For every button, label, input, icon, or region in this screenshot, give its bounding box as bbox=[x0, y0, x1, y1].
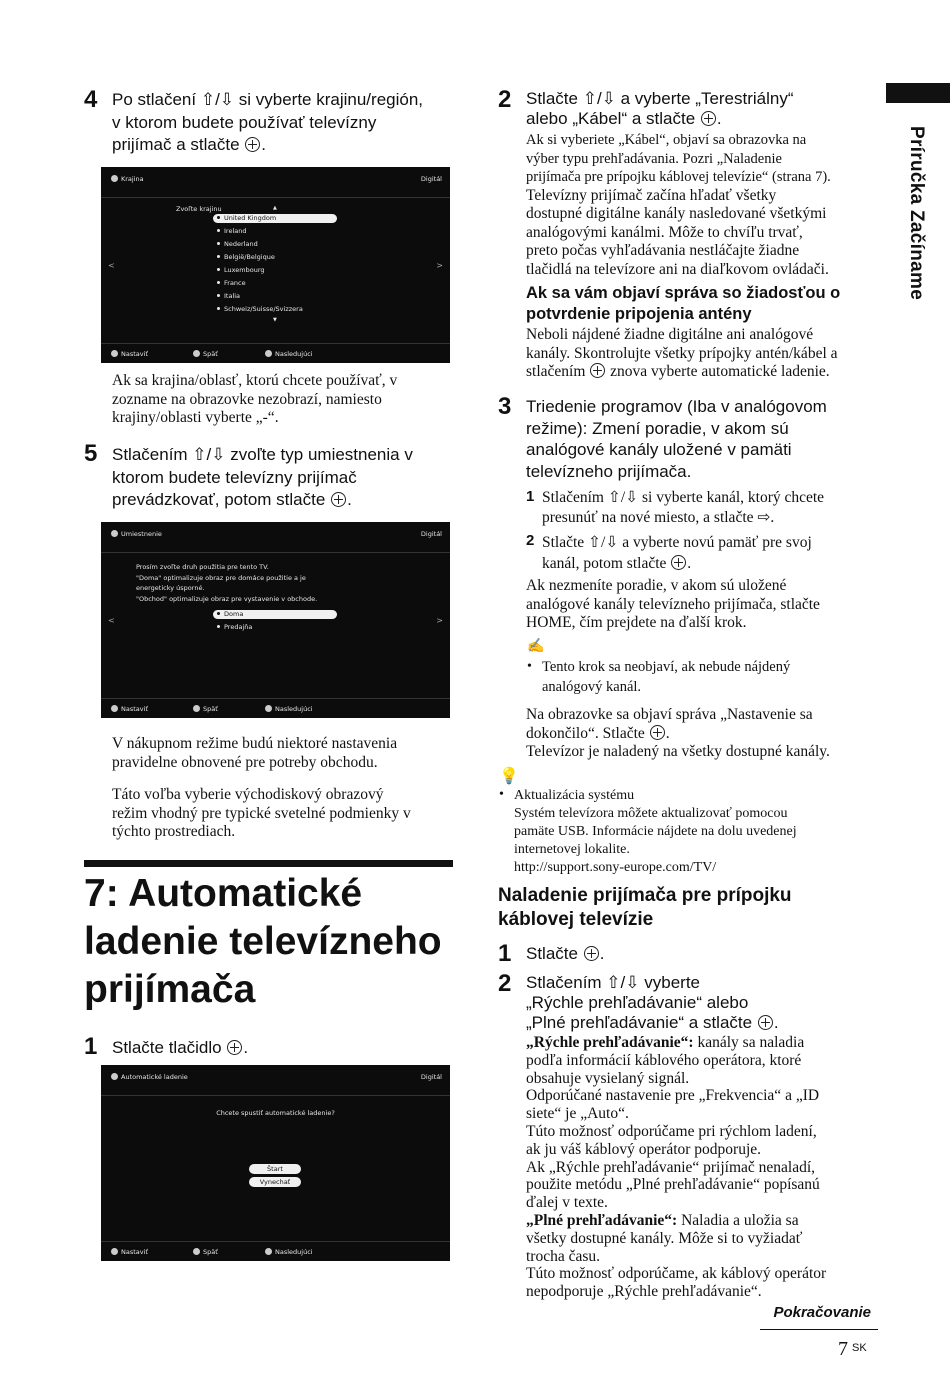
step-3-body: Ak nezmeníte poradie, v akom sú uložené analógové kanály televízneho prijímača, stlačte HOME, čím prejdete na ďalší krok. bbox=[526, 577, 820, 632]
cable-step-2-number: 2 bbox=[498, 970, 512, 997]
footer-next: Nasledujúci bbox=[275, 705, 313, 713]
footer-set: Nastaviť bbox=[121, 1248, 148, 1256]
step-5-text: Stlačením ⇧/⇩ zvoľte typ umiestnenia v ktorom budete televízny prijímač prevádzkovať, potom stlačte . bbox=[112, 445, 413, 509]
footer-set: Nastaviť bbox=[121, 350, 148, 358]
step-5-number: 5 bbox=[84, 440, 98, 467]
step-5-note-a: V nákupnom režime budú niektoré nastavenia pravidelne obnovené pre potreby obchodu. bbox=[112, 735, 398, 771]
country-option[interactable]: United Kingdom bbox=[213, 214, 337, 223]
support-link[interactable]: http://support.sony-europe.com/TV/ bbox=[514, 860, 717, 875]
screen-title: Umiestnenie bbox=[121, 530, 162, 538]
screen-title: Krajina bbox=[121, 175, 144, 183]
set-icon bbox=[111, 350, 118, 357]
step-4-text: Po stlačení ⇧/⇩ si vyberte krajinu/región, v ktorom budete používať televízny prijímač a stlačte . bbox=[112, 90, 424, 154]
screen-prompt: Zvoľte krajinu bbox=[176, 205, 222, 213]
step-3-note: Tento krok sa neobjaví, ak nebude nájdený analógový kanál. bbox=[542, 659, 791, 695]
side-tab-bar bbox=[886, 83, 950, 103]
start-button[interactable]: Štart bbox=[249, 1164, 301, 1174]
antenna-warning-body: Neboli nájdené žiadne digitálne ani analógové kanály. Skontrolujte všetky prípojky antén/kábel a stlačením znova vyberte automatické ladenie. bbox=[526, 326, 838, 381]
step-4-number: 4 bbox=[84, 86, 98, 113]
step-1-text: Stlačte tlačidlo . bbox=[112, 1038, 249, 1057]
enter-button-icon bbox=[227, 1040, 242, 1055]
substep-2-text: Stlačte ⇧/⇩ a vyberte novú pamäť pre svoj kanál, potom stlačte . bbox=[542, 534, 812, 572]
right-arrow-icon: > bbox=[436, 261, 443, 271]
footer-set: Nastaviť bbox=[121, 705, 148, 713]
step-3-text: Triedenie programov (Iba v analógovom režime): Zmení poradie, v akom sú analógové kanály uložené v pamäti televízneho prijímača. bbox=[526, 397, 827, 481]
country-option[interactable]: Schweiz/Suisse/Svizzera bbox=[213, 305, 337, 314]
antenna-warning-heading: Ak sa vám objaví správa so žiadosťou o potvrdenie pripojenia antény bbox=[526, 284, 841, 323]
enter-button-icon bbox=[701, 111, 716, 126]
set-icon bbox=[111, 1248, 118, 1255]
left-arrow-icon: < bbox=[108, 616, 115, 626]
enter-button-icon bbox=[245, 137, 260, 152]
step-3-number: 3 bbox=[498, 393, 512, 420]
substep-1-text: Stlačením ⇧/⇩ si vyberte kanál, ktorý chcete presunúť na nové miesto, a stlačte ⇨. bbox=[542, 489, 825, 526]
back-icon bbox=[193, 1248, 200, 1255]
location-screen bbox=[101, 522, 450, 718]
footer-next: Nasledujúci bbox=[275, 1248, 313, 1256]
lightbulb-icon: 💡 bbox=[499, 768, 519, 785]
auto-tuning-question: Chcete spustiť automatické ladenie? bbox=[216, 1109, 335, 1117]
section-heading: 7: Automatické ladenie televízneho prijímača bbox=[84, 872, 442, 1011]
side-tab-label: Príručka Začíname bbox=[906, 126, 927, 301]
step-2-body: Ak si vyberiete „Kábel“, objaví sa obrazovka na výber typu prehľadávania. Pozri „Naladenie prijímača pre prípojku káblovej televízie“ (strana 7). Televízny prijímač začína hľadať všetky dostupné digitálne kanály nasledované všetkými analógovými kanálmi. Môže to chvíľu trvať, preto počas vyhľadávania nestláčajte žiadne tlačidlá na televízore ani na diaľkovom ovládači. bbox=[526, 132, 831, 278]
location-option[interactable]: Predajňa bbox=[213, 623, 337, 632]
left-arrow-icon: < bbox=[108, 261, 115, 271]
completion-text: Na obrazovke sa objaví správa „Nastavenie sa dokončilo“. Stlačte . Televízor je naladený na všetky dostupné kanály. bbox=[526, 706, 830, 761]
country-option[interactable]: België/Belgique bbox=[213, 253, 337, 262]
footer-rule bbox=[760, 1329, 878, 1330]
enter-button-icon bbox=[590, 363, 605, 378]
right-arrow-icon: > bbox=[436, 616, 443, 626]
next-icon bbox=[265, 705, 272, 712]
auto-tuning-screen bbox=[101, 1065, 450, 1261]
home-icon bbox=[111, 1073, 118, 1080]
step-5-note-b: Táto voľba vyberie východiskový obrazový režim vhodný pre typické svetelné podmienky v týchto prostrediach. bbox=[112, 786, 411, 841]
enter-button-icon bbox=[671, 555, 686, 570]
country-option[interactable]: Luxembourg bbox=[213, 266, 337, 275]
substep-1-number: 1 bbox=[526, 488, 535, 505]
screen-mode: Digitál bbox=[420, 175, 442, 183]
screen-title: Automatické ladenie bbox=[121, 1073, 188, 1081]
enter-button-icon bbox=[331, 492, 346, 507]
next-icon bbox=[265, 1248, 272, 1255]
enter-button-icon bbox=[584, 946, 599, 961]
back-icon bbox=[193, 350, 200, 357]
screen-mode: Digitál bbox=[420, 1073, 442, 1081]
location-option[interactable]: Doma bbox=[213, 610, 337, 619]
cable-step-1-number: 1 bbox=[498, 940, 512, 967]
back-icon bbox=[193, 705, 200, 712]
home-icon bbox=[111, 175, 118, 182]
footer-back: Späť bbox=[203, 705, 218, 713]
footer-back: Späť bbox=[203, 350, 218, 358]
country-option[interactable]: Italia bbox=[213, 292, 337, 301]
footer-next: Nasledujúci bbox=[275, 350, 313, 358]
footer-back: Späť bbox=[203, 1248, 218, 1256]
cable-step-2-text: Stlačením ⇧/⇩ vyberte „Rýchle prehľadávanie“ alebo „Plné prehľadávanie“ a stlačte . bbox=[526, 973, 779, 1032]
cable-step-1-text: Stlačte . bbox=[526, 944, 605, 963]
continue-label: Pokračovanie bbox=[773, 1304, 871, 1321]
tip-text: Aktualizácia systému Systém televízora môžete aktualizovať pomocou pamäte USB. Informácie nájdete na dolu uvedenej internetovej lokalite. http://support.sony-europe.com/TV/ bbox=[514, 787, 874, 877]
skip-button[interactable]: Vynechať bbox=[249, 1177, 301, 1187]
cable-heading: Naladenie prijímača pre prípojku káblovej televízie bbox=[498, 885, 792, 930]
set-icon bbox=[111, 705, 118, 712]
scroll-down-icon: ▼ bbox=[273, 317, 277, 323]
enter-button-icon bbox=[758, 1015, 773, 1030]
home-icon bbox=[111, 530, 118, 537]
step-2-text: Stlačte ⇧/⇩ a vyberte „Terestriálny“ alebo „Kábel“ a stlačte . bbox=[526, 89, 794, 128]
page-number: 7 $^{SK}$ bbox=[838, 1338, 867, 1360]
country-option[interactable]: France bbox=[213, 279, 337, 288]
location-description: Prosím zvoľte druh použitia pre tento TV. "Doma" optimalizuje obraz pre domáce použitie a je energeticky úsporné. "Obchod" optimalizuje obraz pre vystavenie v obchode. bbox=[136, 563, 318, 603]
country-option[interactable]: Nederland bbox=[213, 240, 337, 249]
step-1-number: 1 bbox=[84, 1033, 98, 1060]
country-option[interactable]: Ireland bbox=[213, 227, 337, 236]
scroll-up-icon: ▲ bbox=[273, 205, 277, 211]
cable-step-2-body: „Rýchle prehľadávanie“: kanály sa naladia podľa informácií káblového operátora, ktoré obsahuje vysielaný signál. Odporúčané nastavenie pre „Frekvencia“ a „ID siete“ je „Auto“. Túto možnosť odporúčame pri rýchlom ladení, ak ju váš káblový operátor podporuje. Ak „Rýchle prehľadávanie“ prijímač nenaladí, použite metódu „Plné prehľadávanie“ popísanú ďalej v texte. „Plné prehľadávanie“: Naladia a uložia sa všetky dostupné kanály. Môže si to vyžiadať trocha času. Túto možnosť odporúčame, ak káblový operátor nepodporuje „Rýchle prehľadávanie“. bbox=[526, 1034, 827, 1301]
substep-2-number: 2 bbox=[526, 532, 535, 549]
screen-mode: Digitál bbox=[420, 530, 442, 538]
step-4-note: Ak sa krajina/oblasť, ktorú chcete používať, v zozname na obrazovke nezobrazí, namiesto krajiny/oblasti vyberte „-“. bbox=[112, 372, 398, 427]
next-icon bbox=[265, 350, 272, 357]
section-rule bbox=[84, 860, 453, 867]
pencil-icon: ✍ bbox=[527, 639, 545, 654]
enter-button-icon bbox=[650, 725, 665, 740]
country-screen bbox=[101, 167, 450, 363]
step-2-number: 2 bbox=[498, 86, 512, 113]
